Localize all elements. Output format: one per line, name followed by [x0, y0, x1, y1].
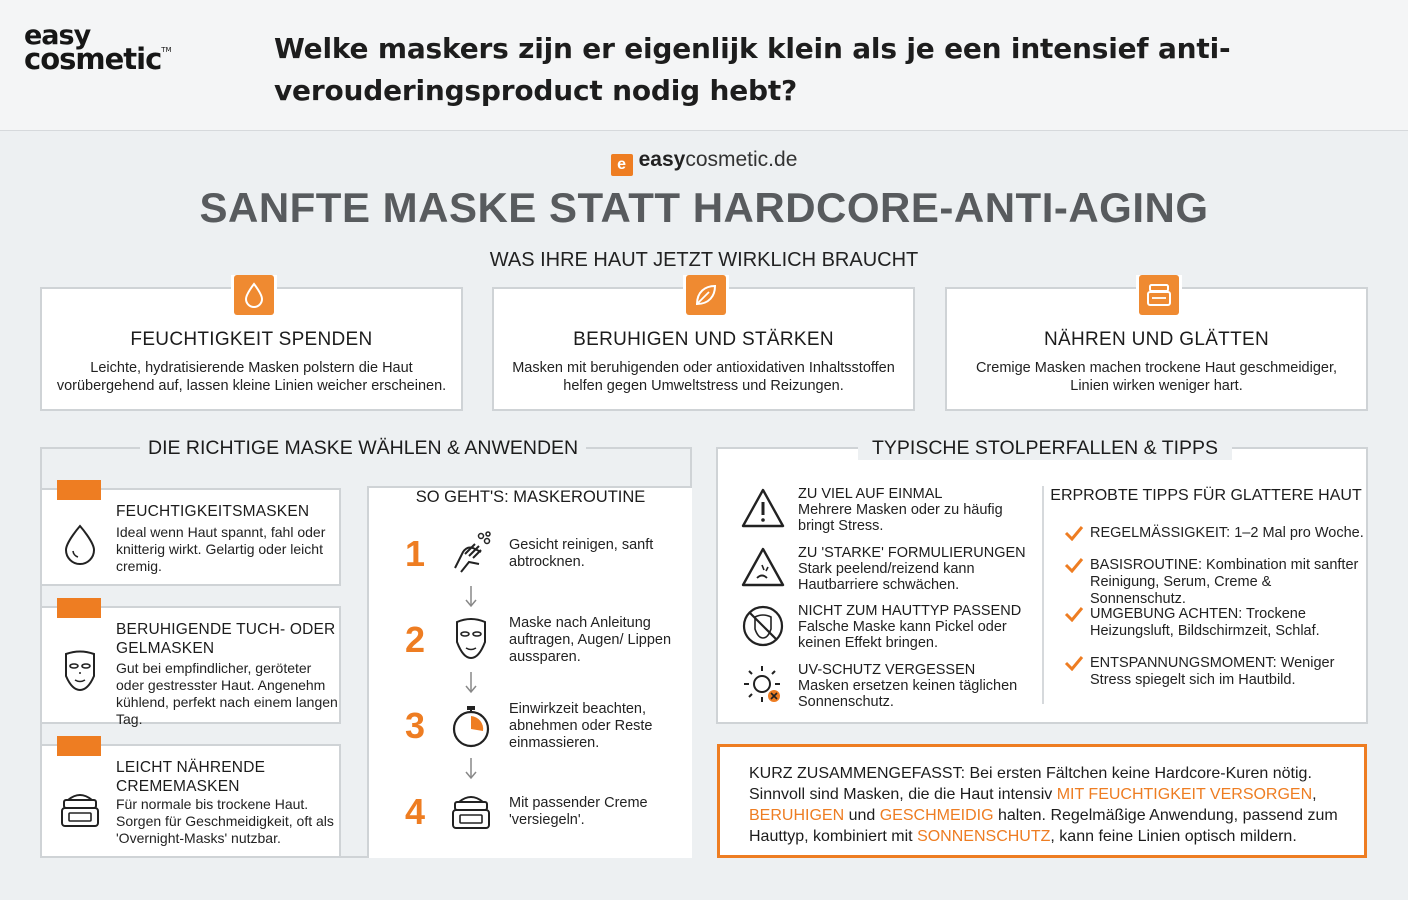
tip-label: BASISROUTINE:: [1090, 557, 1202, 573]
step-text: Einwirkzeit beachten, abnehmen oder Reste einmassieren.: [509, 701, 653, 751]
mask-text: Für normale bis trockene Haut. Sorgen für Geschmeidigkeit, oft als 'Overnight-Masks' nutzbar.: [116, 796, 334, 846]
pitfalls-panel-title: TYPISCHE STOLPERFALLEN & TIPPS: [858, 437, 1232, 460]
summary-highlight: BERUHIGEN: [749, 807, 845, 824]
need-card-soothe: [492, 287, 915, 411]
summary-box: [717, 744, 1367, 858]
pitfall-text: Stark peelend/reizend kann Hautbarriere schwächen.: [798, 561, 975, 593]
arrow-down-icon: [465, 586, 477, 608]
timer-icon: [447, 702, 495, 750]
step-text: Mit passender Creme 'versiegeln'.: [509, 795, 648, 828]
mask-card-soothing: [40, 606, 341, 727]
tip-text: 1–2 Mal pro Woche.: [1230, 525, 1364, 541]
page-title: Welke maskers zijn er eigenlijk klein als je een intensief anti-verouderingsproduct nodig hebt?: [274, 32, 1231, 107]
tips-title: ERPROBTE TIPPS FÜR GLATTERE HAUT: [1050, 487, 1362, 504]
droplet-icon: [242, 282, 266, 308]
checkmark-icon: [1064, 606, 1084, 622]
tip-text: Kombination mit sanfter Reinigung, Serum, Creme & Sonnenschutz.: [1090, 557, 1359, 607]
need-icon-wrapper: [683, 275, 729, 321]
pitfall-text: Masken ersetzen keinen täglichen Sonnenschutz.: [798, 678, 1018, 710]
infographic-subtitle: WAS IHRE HAUT JETZT WIRKLICH BRAUCHT: [489, 249, 919, 271]
mask-text: Gut bei empfindlicher, geröteter oder gestresster Haut. Angenehm kühlend, perfekt nach einem langen Tag.: [116, 660, 338, 727]
arrow-down-icon: [465, 672, 477, 694]
sheet-mask-icon: [56, 646, 104, 694]
pitfall-text: Falsche Maske kann Pickel oder keinen Effekt bringen.: [798, 619, 1007, 651]
pitfall-item: [740, 486, 1030, 536]
infographic-brand: [0, 148, 1408, 176]
irritation-warning-icon: [740, 545, 786, 591]
need-card-nourish: [945, 287, 1368, 411]
summary-text: und: [844, 807, 880, 824]
pitfall-item: [740, 603, 1030, 653]
mask-title: LEICHT NÄHRENDE CREMEMASKEN: [116, 759, 266, 795]
summary-text: halten. Regelmäßige Anwendung, passend zum Hauttyp, kombiniert mit: [749, 807, 1338, 845]
sun-crossed-icon: [740, 662, 786, 708]
mask-card-moisture: [40, 488, 341, 586]
warning-icon: [740, 486, 786, 532]
logo-line-2: cosmetic: [24, 42, 162, 77]
summary-text: , kann feine Linien optisch mildern.: [1050, 828, 1297, 845]
need-icon-wrapper: [231, 275, 277, 321]
brand-suffix: cosmetic.de: [685, 148, 798, 171]
droplet-icon: [56, 520, 104, 568]
mask-text: Ideal wenn Haut spannt, fahl oder knitterig wirkt. Gelartig oder leicht cremig.: [116, 524, 326, 574]
need-text: Leichte, hydratisierende Masken polstern die Haut vorübergehend auf, lassen kleine Linien weicher erscheinen.: [56, 360, 447, 394]
summary-text: ,: [1312, 786, 1317, 803]
brand-prefix: easy: [638, 148, 686, 171]
summary-highlight: GESCHMEIDIG: [879, 807, 994, 824]
need-card-moisture: [40, 287, 463, 411]
infographic-title: SANFTE MASKE STATT HARDCORE-ANTI-AGING: [199, 184, 1209, 231]
need-title: FEUCHTIGKEIT SPENDEN: [130, 329, 373, 350]
summary-text: Bei ersten Fältchen keine Hardcore-Kuren nötig. Sinnvoll sind Masken, die die Haut intensiv: [749, 765, 1312, 803]
logo-trademark: TM: [161, 46, 172, 55]
need-title: BERUHIGEN UND STÄRKEN: [573, 329, 834, 350]
pitfall-text: Mehrere Masken oder zu häufig bringt Stress.: [798, 502, 1003, 534]
easycosmetic-logo[interactable]: [24, 20, 172, 77]
summary-lead: KURZ ZUSAMMENGEFASST:: [749, 765, 966, 782]
routine-panel: [367, 486, 692, 858]
need-title: NÄHREN UND GLÄTTEN: [1044, 329, 1269, 350]
cream-jar-icon: [1145, 282, 1173, 308]
routine-title: SO GEHT'S: MASKEROUTINE: [415, 488, 646, 506]
step-text: Gesicht reinigen, sanft abtrocknen.: [509, 537, 654, 570]
pitfall-title: ZU 'STARKE' FORMULIERUNGEN: [798, 545, 1026, 561]
pitfall-title: ZU VIEL AUF EINMAL: [798, 486, 943, 502]
tip-text: Weniger Stress spiegelt sich im Hautbild.: [1090, 655, 1335, 688]
mask-title: FEUCHTIGKEITSMASKEN: [116, 503, 310, 520]
washing-hands-icon: [447, 528, 495, 576]
summary-highlight: SONNENSCHUTZ: [917, 828, 1051, 845]
logo-line-1: easy: [24, 20, 91, 51]
step-number: 2: [405, 619, 426, 660]
step-number: 1: [405, 533, 426, 574]
tip-label: REGELMÄSSIGKEIT:: [1090, 525, 1231, 541]
leaf-icon: [693, 282, 719, 308]
arrow-down-icon: [465, 758, 477, 780]
summary-highlight: MIT FEUCHTIGKEIT VERSORGEN: [1056, 786, 1313, 803]
page-header: [0, 0, 1408, 130]
pitfall-title: UV-SCHUTZ VERGESSEN: [798, 662, 976, 678]
checkmark-icon: [1064, 525, 1084, 541]
pitfall-item: [740, 545, 1030, 595]
tip-label: UMGEBUNG ACHTEN:: [1090, 606, 1243, 622]
step-number: 3: [405, 705, 426, 746]
pitfall-item: [740, 662, 1030, 712]
card-tab: [57, 598, 101, 618]
need-icon-wrapper: [1136, 275, 1182, 321]
step-number: 4: [405, 791, 426, 832]
face-mask-icon: [447, 614, 495, 662]
tip-text: Trockene Heizungsluft, Bildschirmzeit, Schlaf.: [1090, 606, 1320, 639]
pitfall-title: NICHT ZUM HAUTTYP PASSEND: [798, 603, 1022, 619]
cream-jar-icon: [447, 788, 495, 836]
card-tab: [57, 480, 101, 500]
checkmark-icon: [1064, 557, 1084, 573]
pitfalls-divider: [1042, 486, 1044, 704]
need-text: Masken mit beruhigenden oder antioxidativen Inhaltsstoffen helfen gegen Umweltstress und Reizungen.: [512, 360, 895, 394]
choose-panel-title: DIE RICHTIGE MASKE WÄHLEN & ANWENDEN: [140, 437, 586, 460]
mask-title: BERUHIGENDE TUCH- ODER GELMASKEN: [116, 621, 336, 657]
need-text: Cremige Masken machen trockene Haut geschmeidiger, Linien wirken weniger hart.: [975, 360, 1338, 394]
checkmark-icon: [1064, 655, 1084, 671]
step-text: Maske nach Anleitung auftragen, Augen/ Lippen aussparen.: [509, 615, 672, 665]
mask-card-cream: [40, 744, 341, 858]
card-tab: [57, 736, 101, 756]
brand-logo-icon: e: [611, 154, 633, 176]
no-face-icon: [740, 603, 786, 649]
tip-label: ENTSPANNUNGSMOMENT:: [1090, 655, 1277, 671]
cream-jar-icon: [56, 786, 104, 834]
